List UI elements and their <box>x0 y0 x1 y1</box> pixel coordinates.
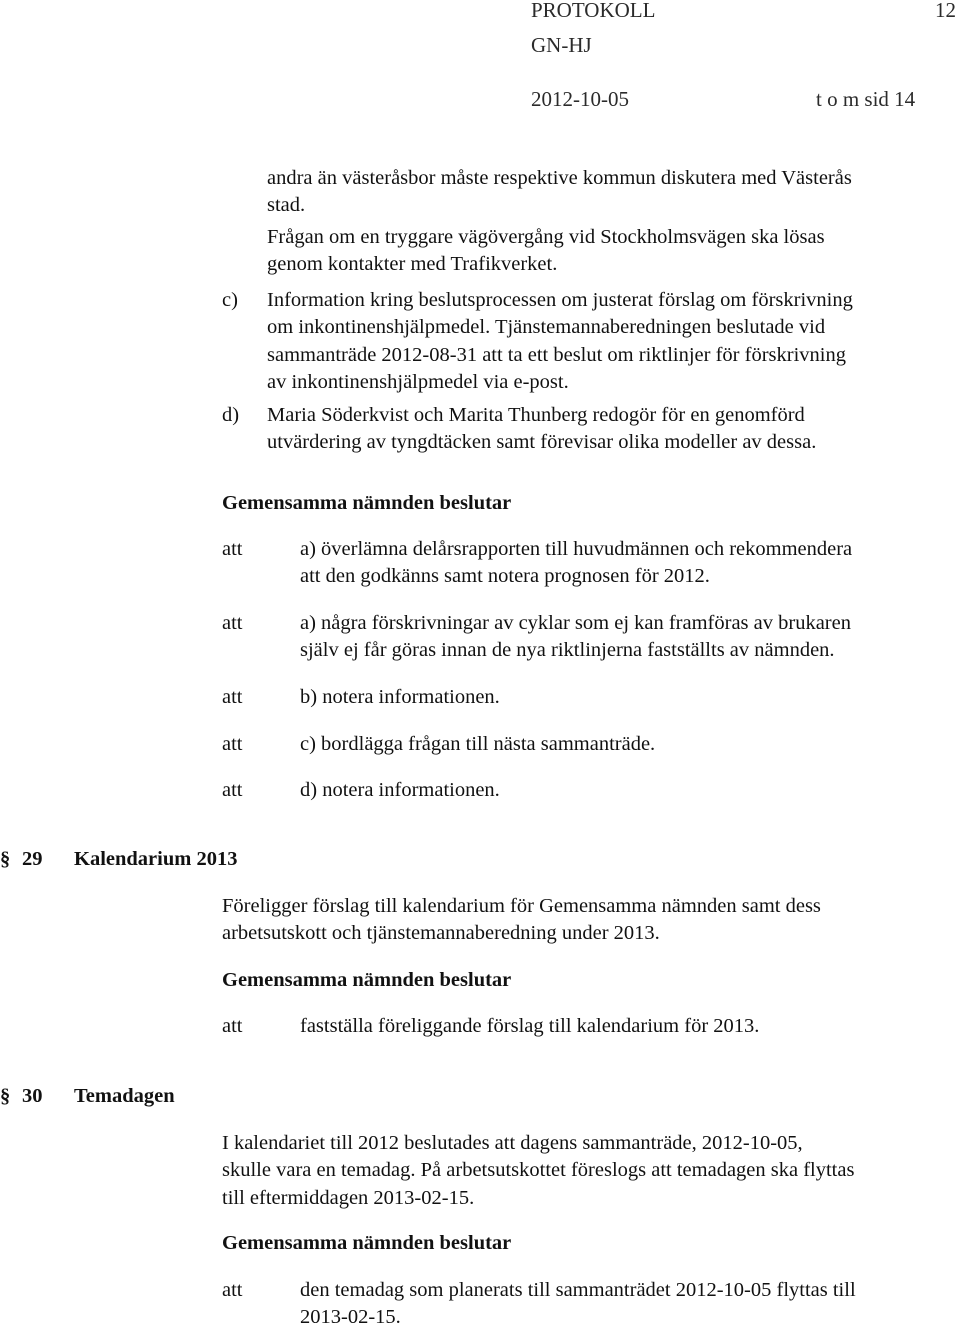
text-line: arbetsutskott och tjänstemannaberedning under 2013. <box>222 922 660 945</box>
att-marker: att <box>222 538 243 560</box>
text-line: sammanträde 2012-08-31 att ta ett beslut om riktlinjer för förskrivning <box>267 343 846 366</box>
decision-text <box>300 1013 759 1040</box>
att-marker: att <box>222 1015 243 1037</box>
section-symbol: § <box>0 848 11 870</box>
decision-heading: Gemensamma nämnden beslutar <box>222 969 512 991</box>
text-line: stad. <box>267 194 306 217</box>
text-line: att den godkänns samt notera prognosen för 2012. <box>300 565 710 588</box>
item-c-label: c) <box>222 289 238 311</box>
item-c-text <box>267 287 853 396</box>
text-line: skulle vara en temadag. På arbetsutskottet föreslogs att temadagen ska flyttas <box>222 1159 855 1182</box>
text-line: c) bordlägga frågan till nästa sammanträde. <box>300 733 656 755</box>
signature: GN-HJ <box>531 33 592 57</box>
section-number: 30 <box>22 1085 43 1107</box>
text-line: Maria Söderkvist och Marita Thunberg redogör för en genomförd <box>267 404 805 426</box>
decision-text <box>300 684 500 711</box>
att-marker: att <box>222 779 243 801</box>
text-line: fastställa föreliggande förslag till kalendarium för 2013. <box>300 1015 760 1037</box>
text-line: den temadag som planerats till sammanträdet 2012-10-05 flyttas till <box>300 1279 856 1301</box>
att-marker: att <box>222 733 243 755</box>
text-line: Frågan om en tryggare vägövergång vid Stockholmsvägen ska lösas <box>267 225 825 248</box>
decision-heading: Gemensamma nämnden beslutar <box>222 492 512 514</box>
text-line: 2013-02-15. <box>300 1306 401 1329</box>
text-line: I kalendariet till 2012 beslutades att dagens sammanträde, 2012-10-05, <box>222 1132 803 1154</box>
section-number: 29 <box>22 848 43 870</box>
section-30-body <box>222 1130 854 1212</box>
item-d-text <box>267 402 816 457</box>
section-title: Kalendarium 2013 <box>74 848 238 870</box>
page-number: 12 <box>935 0 956 22</box>
decision-text <box>300 1277 856 1332</box>
decision-heading: Gemensamma nämnden beslutar <box>222 1232 512 1254</box>
decision-text <box>300 777 500 804</box>
text-line: utvärdering av tyngdtäcken samt förevisar olika modeller av dessa. <box>267 431 817 454</box>
item-d-label: d) <box>222 404 240 426</box>
text-line: d) notera informationen. <box>300 779 500 801</box>
decision-text <box>300 731 655 758</box>
text-line: av inkontinenshjälpmedel via e-post. <box>267 370 569 393</box>
att-marker: att <box>222 612 243 634</box>
text-line: a) några förskrivningar av cyklar som ej kan framföras av brukaren <box>300 612 851 634</box>
text-line: om inkontinenshjälpmedel. Tjänstemannaberedningen beslutade vid <box>267 316 826 339</box>
text-line: andra än västeråsbor måste respektive kommun diskutera med Västerås <box>267 167 852 189</box>
section-title: Temadagen <box>74 1085 175 1107</box>
att-marker: att <box>222 686 243 708</box>
text-line: Information kring beslutsprocessen om justerat förslag om förskrivning <box>267 289 853 311</box>
intro-paragraph <box>267 165 852 278</box>
meeting-date: 2012-10-05 <box>531 87 629 111</box>
text-line: b) notera informationen. <box>300 686 500 708</box>
section-29-body <box>222 893 821 948</box>
att-marker: att <box>222 1279 243 1301</box>
text-line: genom kontakter med Trafikverket. <box>267 252 558 275</box>
text-line: a) överlämna delårsrapporten till huvudmännen och rekommendera <box>300 538 853 560</box>
decision-text <box>300 536 852 591</box>
section-symbol: § <box>0 1085 11 1107</box>
text-line: till eftermiddagen 2013-02-15. <box>222 1186 475 1209</box>
text-line: själv ej får göras innan de nya riktlinjerna fastställts av nämnden. <box>300 639 835 662</box>
text-line: Föreligger förslag till kalendarium för Gemensamma nämnden samt dess <box>222 895 821 917</box>
page-range: t o m sid 14 <box>816 87 916 111</box>
decision-text <box>300 610 851 665</box>
document-type: PROTOKOLL <box>531 0 656 22</box>
